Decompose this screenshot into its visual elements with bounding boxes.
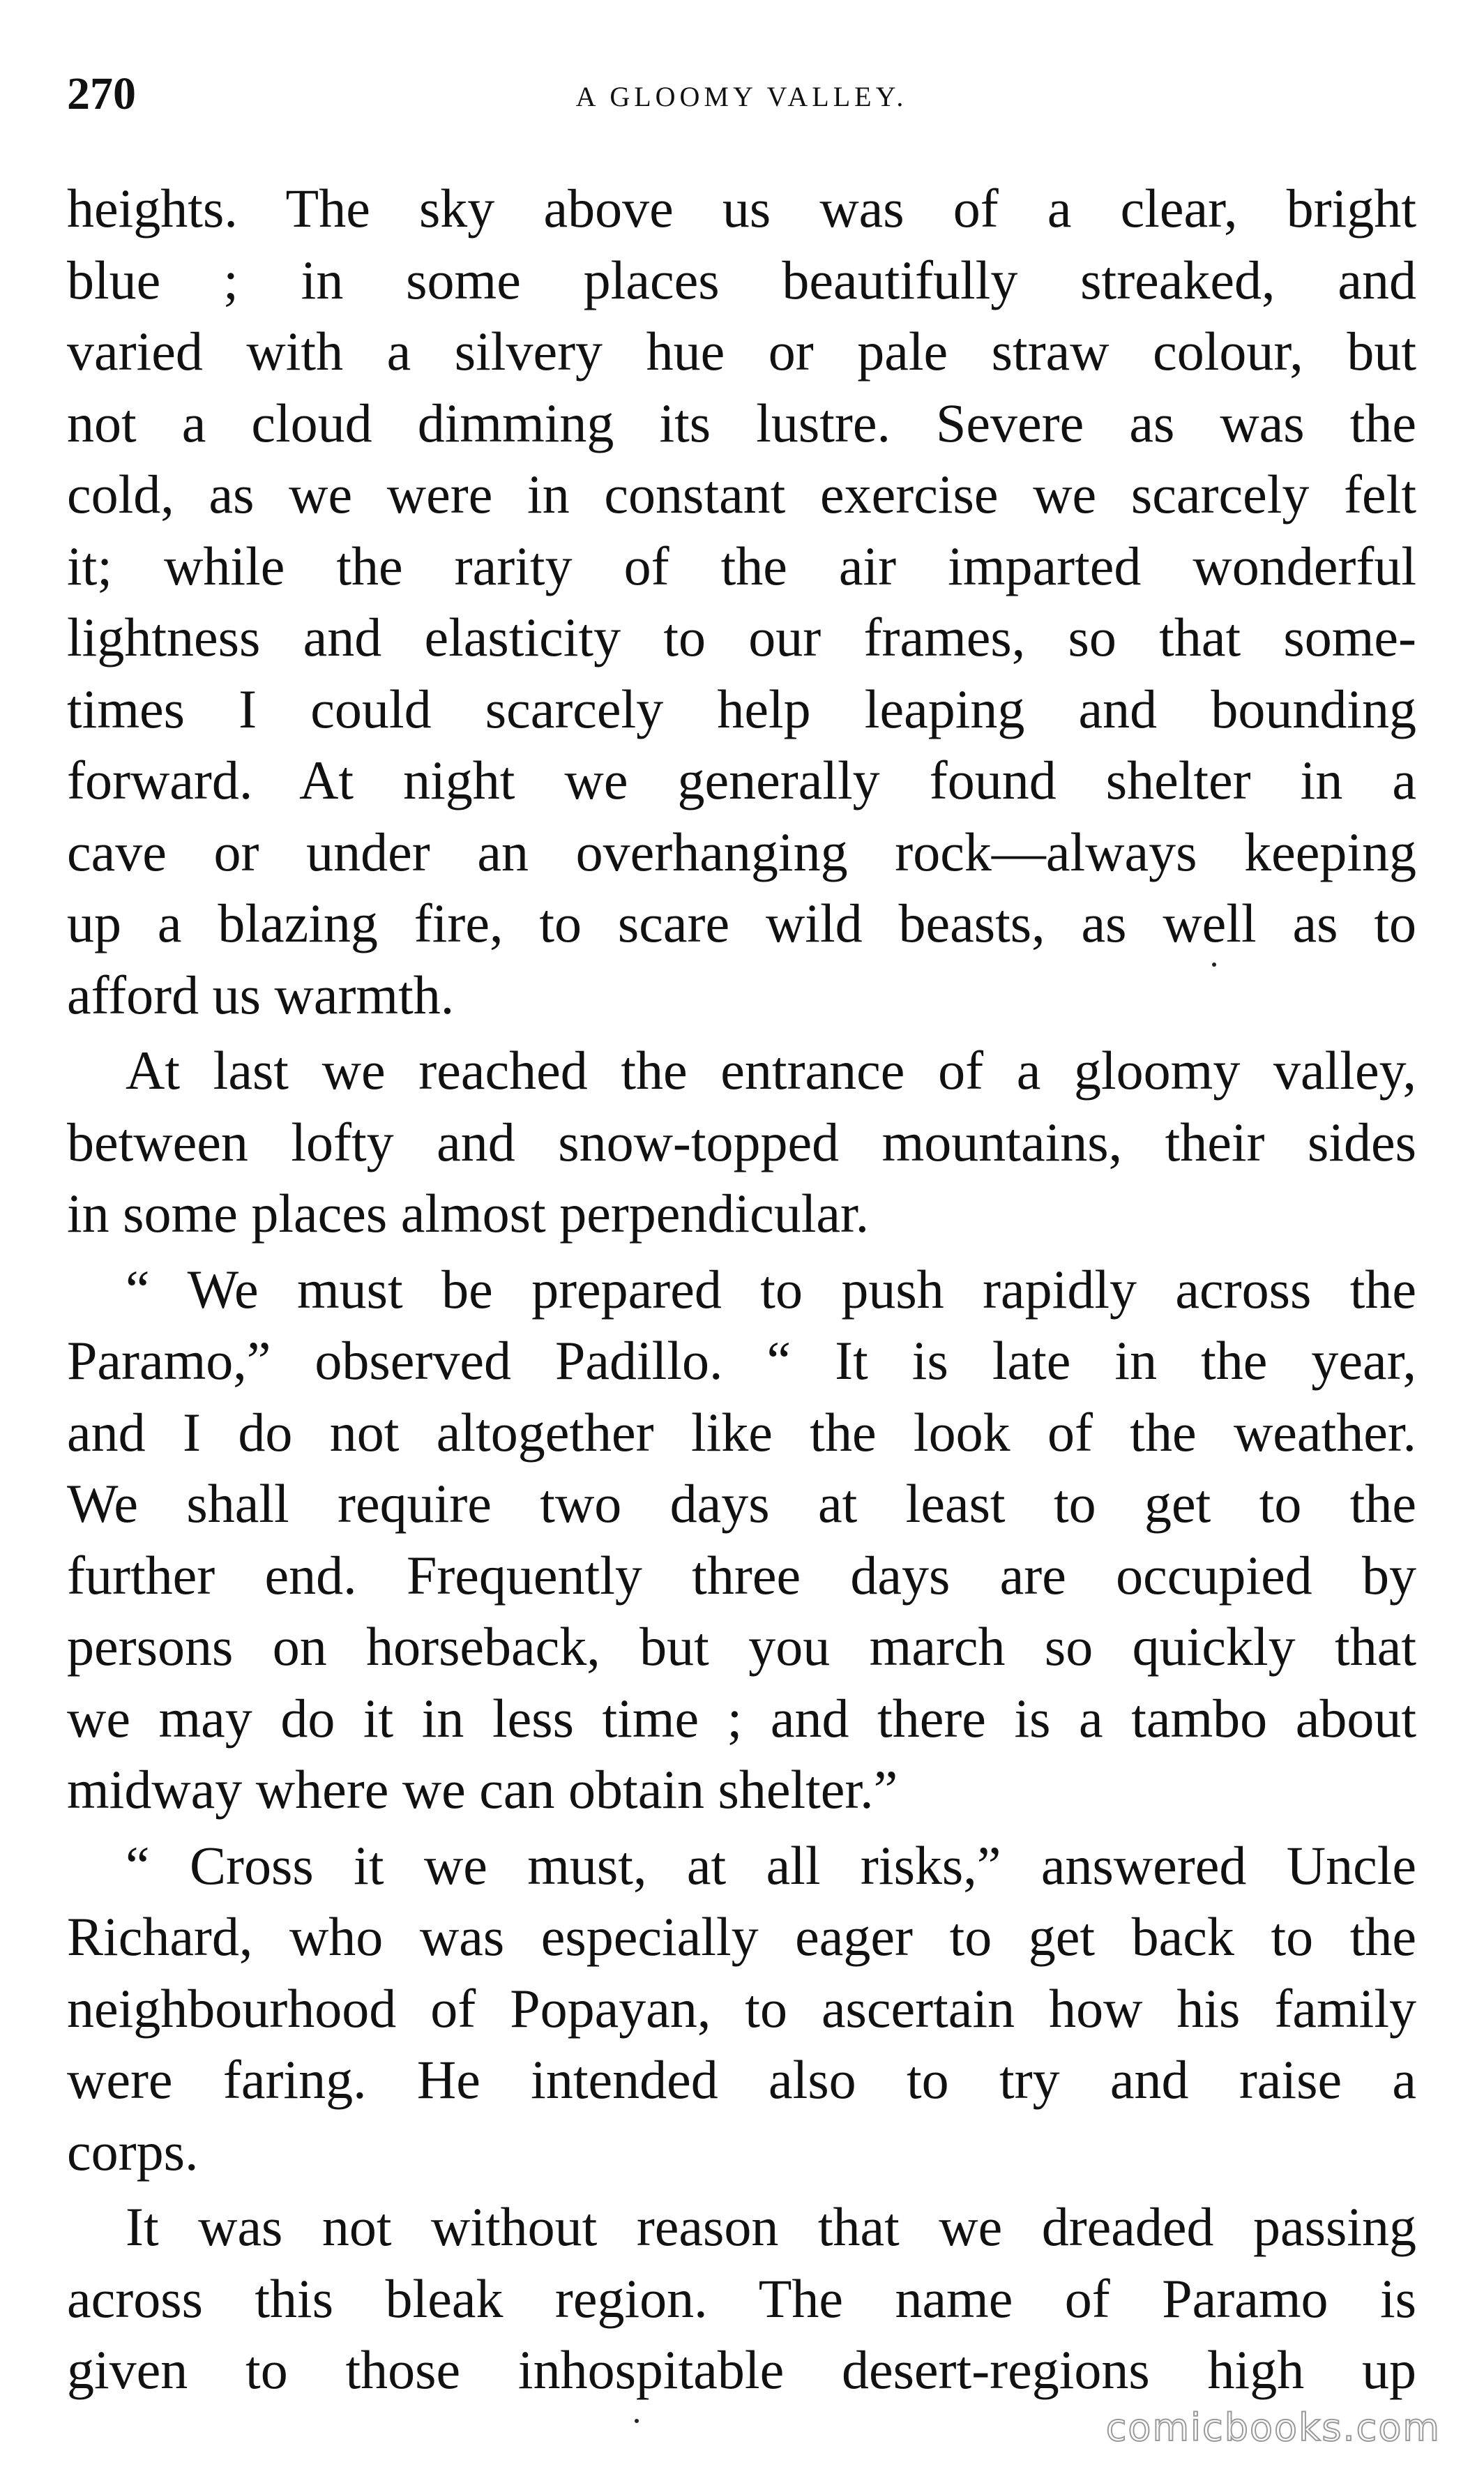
text-line: heights. The sky above us was of a clear, bright [67,178,1416,239]
text-line: We shall require two days at least to get to the [67,1473,1416,1534]
text-line: given to those inhospitable desert-regions high up [67,2339,1416,2400]
text-line: between lofty and snow-topped mountains, their sides [67,1111,1416,1172]
paragraph [67,173,1416,1031]
paragraph [67,1035,1416,1250]
text-line: times I could scarcely help leaping and bounding [67,678,1416,739]
text-line: cave or under an overhanging rock—always keeping [67,821,1416,882]
text-line: across this bleak region. The name of Paramo is [67,2267,1416,2329]
text-line: we may do it in less time ; and there is a tambo about [67,1687,1416,1749]
text-line: At last we reached the entrance of a gloomy valley, [126,1040,1416,1101]
paragraph [67,1254,1416,1826]
page-body [67,173,1416,2406]
text-line: it; while the rarity of the air imparted wonderful [67,535,1416,596]
text-line: varied with a silvery hue or pale straw colour, but [67,321,1416,382]
page-number: 270 [67,68,136,119]
text-line: were faring. He intended also to try and raise a [67,2049,1416,2110]
running-title: A GLOOMY VALLEY. [575,81,908,112]
text-line: It was not without reason that we dreaded passing [126,2196,1416,2257]
paragraph [67,2191,1416,2406]
text-line: forward. At night we generally found shelter in a [67,750,1416,810]
text-line: midway where we can obtain shelter.” [67,1759,898,1820]
text-line: Paramo,” observed Padillo. “ It is late in the year, [67,1330,1416,1391]
text-line: “ Cross it we must, at all risks,” answered Uncle [126,1834,1416,1896]
text-line: “ We must be prepared to push rapidly across the [126,1258,1416,1320]
text-line: lightness and elasticity to our frames, so that some- [67,607,1416,667]
text-line: persons on horseback, but you march so quickly that [67,1616,1416,1677]
text-line: in some places almost perpendicular. [67,1183,870,1244]
text-line: further end. Frequently three days are occupied by [67,1544,1416,1606]
text-line: not a cloud dimming its lustre. Severe as was the [67,392,1416,453]
text-line: corps. [67,2120,199,2182]
text-line: up a blazing fire, to scare wild beasts, as well as to [67,893,1416,953]
print-speck [635,2419,639,2423]
paragraph [67,1830,1416,2188]
text-line: Richard, who was especially eager to get back to the [67,1906,1416,1967]
text-line: afford us warmth. [67,964,455,1025]
watermark: comicbooks.com [1105,2406,1441,2450]
text-line: neighbourhood of Popayan, to ascertain how his family [67,1977,1416,2039]
text-line: and I do not altogether like the look of the weather. [67,1401,1416,1463]
page-header [67,63,1416,126]
text-line: cold, as we were in constant exercise we scarcely felt [67,464,1416,524]
text-line: blue ; in some places beautifully streaked, and [67,249,1416,310]
print-speck [1212,963,1216,967]
